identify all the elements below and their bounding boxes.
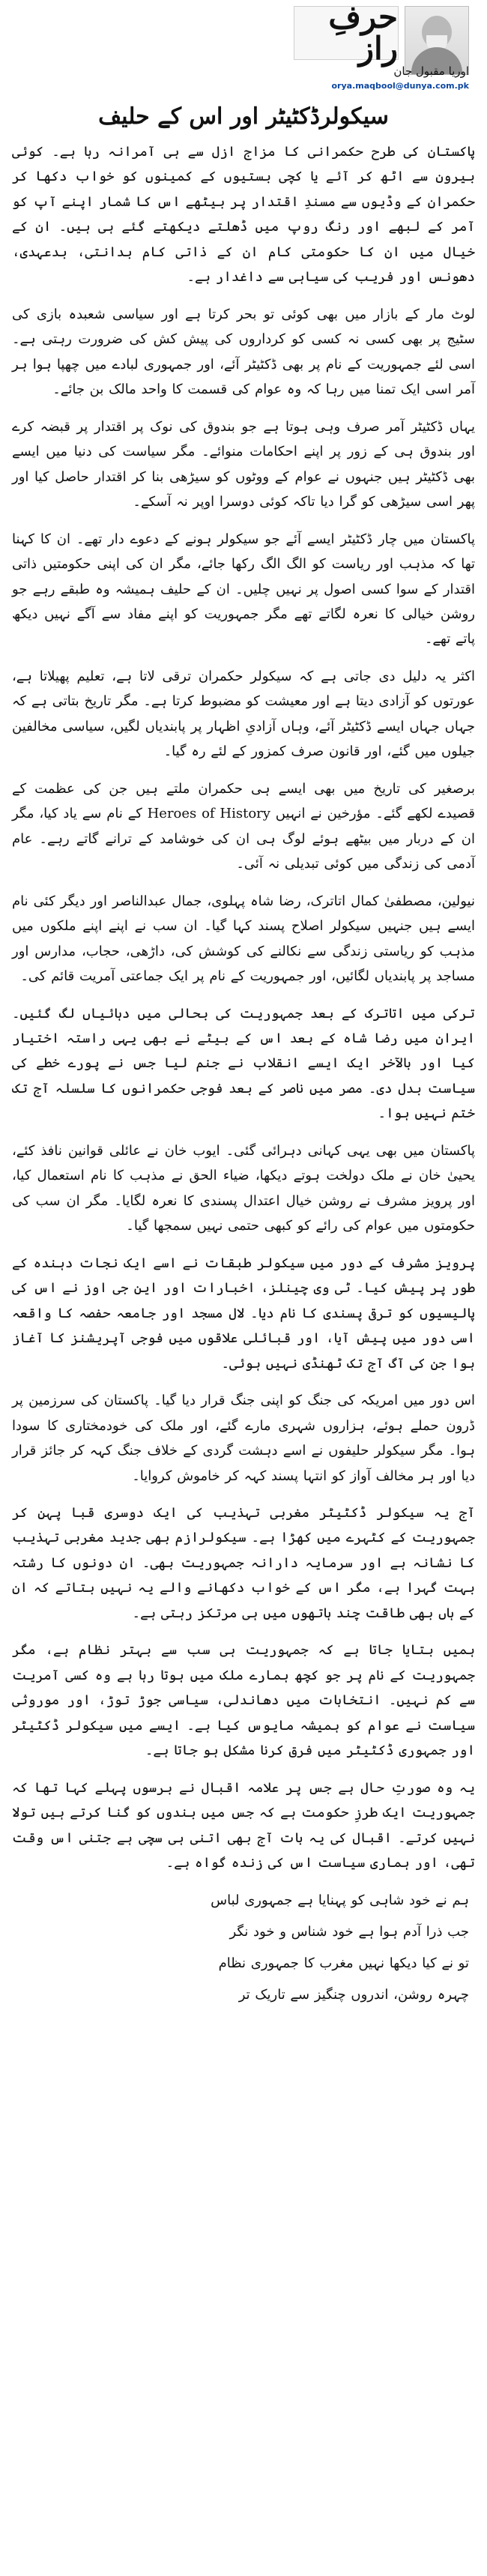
paragraph: ہمیں بتایا جاتا ہے کہ جمہوریت ہی سب سے بہتر نظام ہے، مگر جمہوریت کے نام پر جو کچھ ہمارے ملک میں ہوتا رہا ہے وہ کسی آمریت سے کم نہیں۔ انتخابات میں دھاندلی، سیاسی جوڑ توڑ، اور موروثی سیاست نے عوام کو ہمیشہ مایوس کیا ہے۔ ایسے میں سیکولر ڈکٹیٹر اور جمہوری ڈکٹیٹر میں فرق کرنا مشکل ہو جاتا ہے۔ [12, 1642, 475, 1759]
poetry-line: ہم نے خود شاہی کو پہنایا ہے جمہوری لباس [211, 1892, 469, 1908]
paragraph: پاکستان میں چار ڈکٹیٹر ایسے آئے جو سیکولر ہونے کے دعوے دار تھے۔ ان کا کہنا تھا کہ مذہب اور ریاست کو الگ الگ رکھا جائے، مگر ان کی اپنی حکومتیں ذاتی اقتدار کے سوا کسی اصول پر نہیں چلیں۔ ان کے حلیف ہمیشہ وہ طبقے رہے جو روشن خیالی کا نعرہ لگاتے تھے مگر جمہوریت کو اپنے مفاد سے آگے نہیں دیکھ پاتے تھے۔ [12, 531, 475, 648]
paragraph: پاکستان کی طرح حکمرانی کا مزاج ازل سے ہی آمرانہ رہا ہے۔ کوئی بیرون سے اٹھ کر آئے یا کچی بستیوں کے کمینوں کو خواب دکھا کر حکمران کے وڈیوں سے مسندِ اقتدار پر بیٹھے اس کا شمار اپنے آپ کو آمر کے لبھے اور رنگ روپ میں ڈھلتے دیکھتے گئے ہی ہیں۔ ان کے خیال میں ان کا حکومتی کام ان کے ذاتی کام بدانتی، بدعہدی، دھونس اور فریب کی سیاہی سے داغدار ہے۔ [12, 144, 475, 286]
paragraph: برصغیر کی تاریخ میں بھی ایسے ہی حکمران ملتے ہیں جن کی عظمت کے قصیدے لکھے گئے۔ مؤرخین نے انہیں Heroes of History کے نام سے یاد کیا، مگر ان کے دربار میں بیٹھے ہوئے لوگ ہی ان کی خوشامد کے ترانے گاتے رہے۔ عام آدمی کی زندگی میں کوئی تبدیلی نہ آئی۔ [12, 780, 476, 872]
article-title: سیکولرڈکٹیٹر اور اس کے حلیف [98, 103, 389, 130]
paragraph: پرویز مشرف کے دور میں سیکولر طبقات نے اسے ایک نجات دہندہ کے طور پر پیش کیا۔ ٹی وی چینلز، اخبارات اور این جی اوز نے اس کی پالیسیوں کو ترقی پسندی کا نام دیا۔ لال مسجد اور جامعہ حفصہ کا واقعہ اسی دور میں پیش آیا، اور قبائلی علاقوں میں فوجی آپریشنز کا آغاز ہوا جن کی آگ آج تک ٹھنڈی نہیں ہوئی۔ [12, 1255, 475, 1372]
column-header [12, 0, 475, 96]
paragraph: اس دور میں امریکہ کی جنگ کو اپنی جنگ قرار دیا گیا۔ پاکستان کی سرزمین پر ڈرون حملے ہوئے، ہزاروں شہری مارے گئے، اور ملک کی خودمختاری کا سودا ہوا۔ مگر سیکولر حلیفوں نے اسے دہشت گردی کے خلاف جنگ کہہ کر جائز قرار دیا اور ہر مخالف آواز کو انتہا پسند کہہ کر خاموش کروایا۔ [12, 1393, 475, 1484]
author-name: اوریا مقبول جان [393, 64, 469, 78]
paragraph: آج یہ سیکولر ڈکٹیٹر مغربی تہذیب کی ایک دوسری قبا پہن کر جمہوریت کے کٹہرے میں کھڑا ہے۔ سیکولرازم بھی جدید مغربی تہذیب کا نشانہ ہے اور سرمایہ دارانہ جمہوریت بھی۔ ان دونوں کا رشتہ بہت گہرا ہے، مگر اس کے خواب دکھانے والے یہ نہیں بتاتے کہ ان کے ہاں بھی طاقت چند ہاتھوں میں ہی مرتکز رہتی ہے۔ [12, 1504, 475, 1621]
author-email: orya.maqbool@dunya.com.pk [331, 81, 469, 91]
paragraph: نیولین، مصطفیٰ کمال اتاترک، رضا شاہ پہلوی، جمال عبدالناصر اور دیگر کئی نام ایسے ہیں جنہیں سیکولر اصلاح پسند کہا گیا۔ ان سب نے اپنے اپنے ملکوں میں مذہب کو ریاستی زندگی سے نکالنے کی کوشش کی، داڑھی، حجاب، مدارس اور مساجد پر پابندیاں لگائیں، اور جمہوریت کے نام پر ایک جماعتی آمریت قائم کی۔ [12, 893, 475, 985]
paragraph: یہ وہ صورتِ حال ہے جس پر علامہ اقبال نے برسوں پہلے کہا تھا کہ جمہوریت ایک طرزِ حکومت ہے کہ جس میں بندوں کو گنا کرتے ہیں تولا نہیں کرتے۔ اقبال کی یہ بات آج بھی اتنی ہی سچی ہے جتنی اس وقت تھی، اور ہماری سیاست اس کی زندہ گواہ ہے۔ [12, 1779, 475, 1871]
column-logo-text: حرفِ راز [328, 0, 398, 67]
paragraph: یہاں ڈکٹیٹر آمر صرف وہی ہوتا ہے جو بندوق کی نوک پر اقتدار پر قبضہ کرے اور بندوق ہی کے زور پر اپنے احکامات منوائے۔ مگر سیاست کی دنیا میں ایسے بھی ڈکٹیٹر ہیں جنہوں نے عوام کے ووٹوں کو سیڑھی بنا کر اقتدار حاصل کیا اور پھر اسی سیڑھی کو گرا دیا تاکہ کوئی دوسرا اوپر نہ آسکے۔ [12, 418, 475, 510]
paragraph: اکثر یہ دلیل دی جاتی ہے کہ سیکولر حکمران ترقی لاتا ہے، تعلیم پھیلاتا ہے، عورتوں کو آزادی دیتا ہے اور معیشت کو مضبوط کرتا ہے۔ مگر تاریخ بتاتی ہے کہ جہاں جہاں ایسے ڈکٹیٹر آئے، وہاں آزادیِ اظہار پر پابندیاں لگیں، سیاسی مخالفین جیلوں میں گئے، اور قانون صرف کمزور کے لئے رہ گیا۔ [12, 668, 475, 760]
column-logo [294, 0, 399, 67]
closing-poetry [12, 1888, 475, 2009]
author-info [297, 64, 469, 91]
poetry-line: جب ذرا آدم ہوا ہے خود شناس و خود نگر [229, 1923, 469, 1940]
article-body [12, 139, 475, 2008]
poetry-line: تو نے کیا دیکھا نہیں مغرب کا جمہوری نظام [218, 1955, 469, 1971]
poetry-line: چہرہ روشن، اندروں چنگیز سے تاریک تر [238, 1987, 469, 2003]
paragraph: ترکی میں اتاترک کے بعد جمہوریت کی بحالی میں دہائیاں لگ گئیں۔ ایران میں رضا شاہ کے بعد اس کے بیٹے نے بھی یہی راستہ اختیار کیا اور بالآخر ایک ایسے انقلاب نے جنم لیا جس نے پورے خطے کی سیاست بدل دی۔ مصر میں ناصر کے بعد فوجی حکمرانوں کا سلسلہ آج تک ختم نہیں ہوا۔ [12, 1005, 475, 1122]
paragraph: پاکستان میں بھی یہی کہانی دہرائی گئی۔ ایوب خان نے عائلی قوانین نافذ کئے، یحییٰ خان نے ملک دولخت ہوتے دیکھا، ضیاء الحق نے مذہب کا نام استعمال کیا، اور پرویز مشرف نے روشن خیال اعتدال پسندی کا نعرہ لگایا۔ مگر ان سب کی حکومتوں میں عوام کی رائے کو کبھی حتمی نہیں سمجھا گیا۔ [12, 1142, 475, 1234]
paragraph: لوٹ مار کے بازار میں بھی کوئی تو بحر کرتا ہے اور سیاسی شعبدہ بازی کی سٹیج پر بھی کسی نہ کسی کو کرداروں کی پیش کش کی ضرورت رہتی ہے۔ اسی لئے جمہوریت کے نام پر بھی ڈکٹیٹر آئے، اور جمہوری لبادے میں چھپا ہوا ہر آمر اسی ایک تمنا میں رہا کہ وہ عوام کی قسمت کا واحد مالک بن جائے۔ [12, 306, 475, 398]
